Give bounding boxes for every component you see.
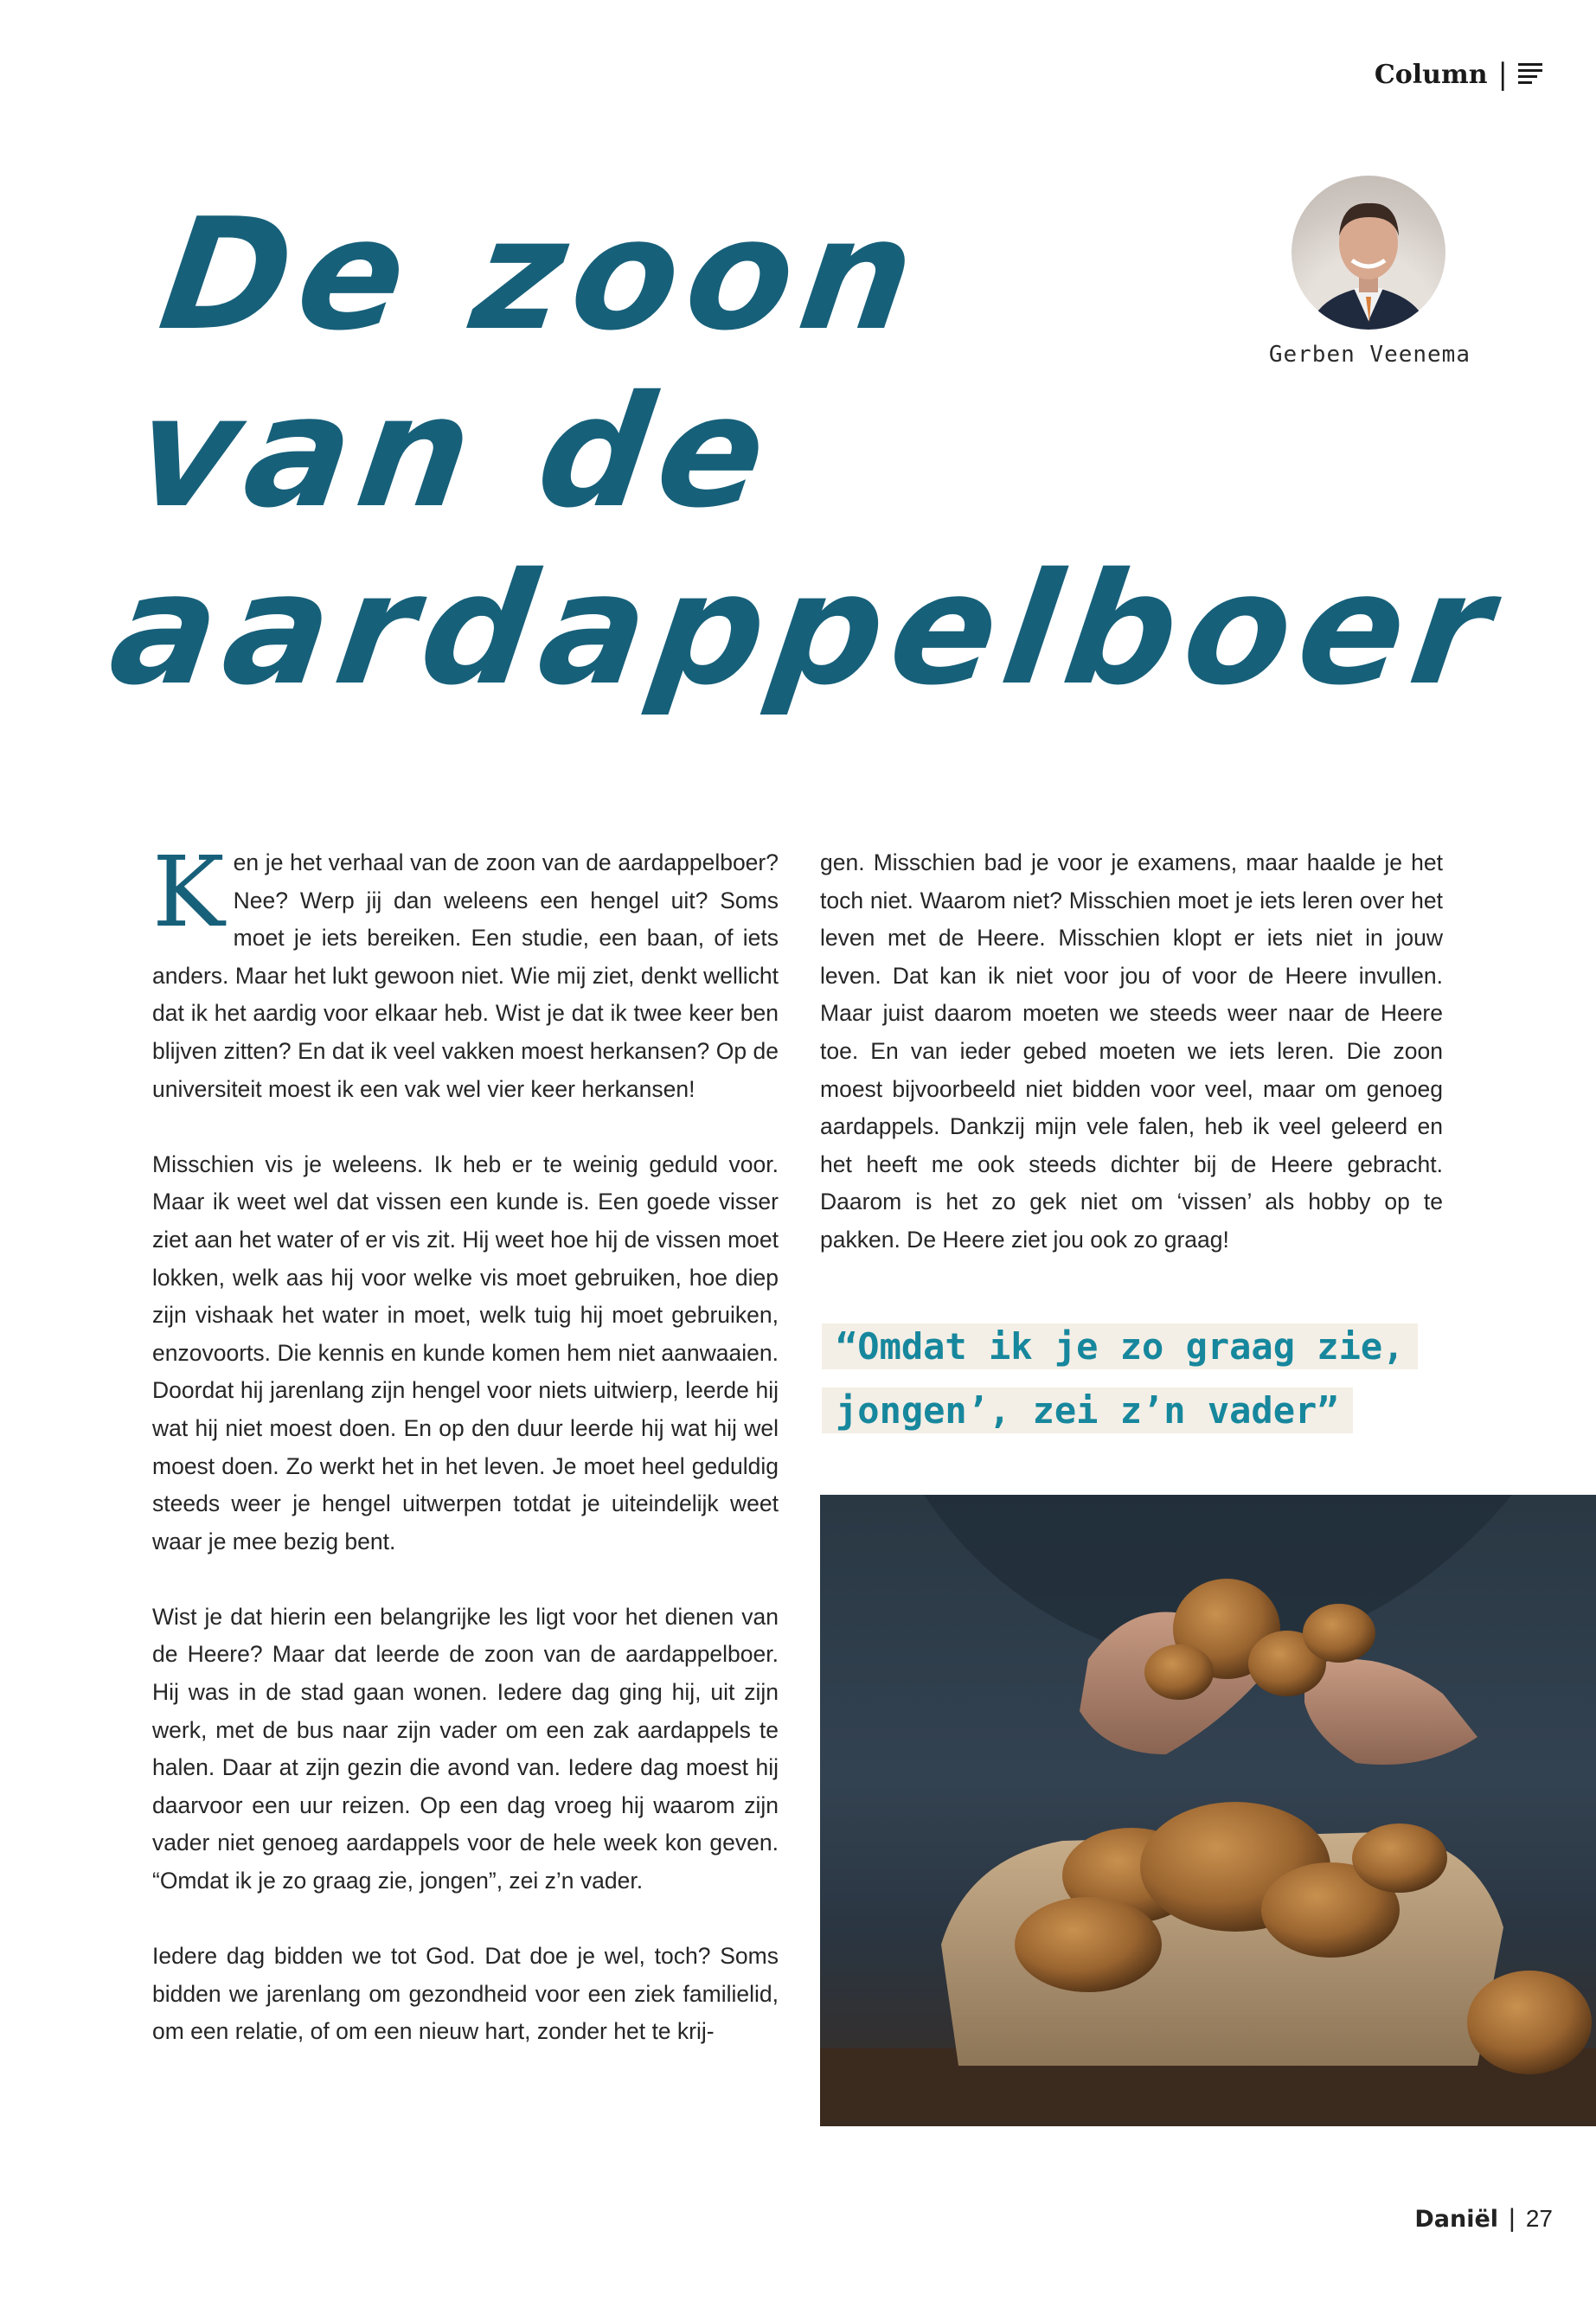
title-line-3: aardappelboer: [100, 540, 1511, 719]
pull-quote-line-2: jongen’, zei z’n vader”: [822, 1388, 1353, 1433]
paragraph: Ken je het verhaal van de zoon van de aardappelboer? Nee? Werp jij dan weleens een hengel uit? Soms moet je iets bereiken. Een studie, een baan, of iets anders. Maar het lukt gewoon niet. Wie mij ziet, denkt wellicht dat ik het aardig voor elkaar heb. Wist je dat ik twee keer ben blijven zitten? En dat ik veel vakken moest herkansen? Op de universiteit moest ik een vak wel vier keer herkansen!: [152, 836, 779, 1102]
page-number: 27: [1525, 2205, 1553, 2232]
article-body-right: [820, 844, 1443, 1297]
author-name: Gerben Veenema: [1268, 342, 1471, 368]
section-name: Column: [1374, 59, 1488, 90]
footer-separator: |: [1509, 2204, 1516, 2233]
title-line-1: De zoon: [151, 185, 933, 364]
pull-quote: [822, 1315, 1505, 1443]
author-avatar: [1292, 176, 1445, 330]
paragraph: Misschien vis je weleens. Ik heb er te weinig geduld voor. Maar ik weet wel dat vissen een kunde is. Een goede visser ziet aan het water of er vis zit. Hij weet hoe hij de vissen moet lokken, welk aas hij voor welke vis moet gebruiken, hoe diep zijn vishaak het water in moet, welk tuig hij moet gebruiken, enzovoorts. Die kennis en kunde komen hem niet aanwaaien. Doordat hij jarenlang zijn hengel voor niets uitwierp, leerde hij wat hij niet moest doen. En op den duur leerde hij wat hij wel moest doen. Zo werkt het in het leven. Je moet heel geduldig steeds weer je hengel uitwerpen totdat je uiteindelijk weet waar je mee bezig bent.: [152, 1150, 779, 1554]
magazine-name: Daniël: [1414, 2205, 1499, 2233]
potatoes-illustration: [820, 1495, 1596, 2126]
drop-cap: K: [152, 836, 225, 949]
title-line-2: van de: [125, 362, 785, 542]
pull-quote-line-1: “Omdat ik je zo graag zie,: [822, 1324, 1418, 1369]
paragraph: Wist je dat hierin een belangrijke les ligt voor het dienen van de Heere? Maar dat leerde de zoon van de aardappelboer. Hij was in de stad gaan wonen. Iedere dag ging hij, uit zijn werk, met de bus naar zijn vader om een zak aardappels te halen. Daar at zijn gezin die avond van. Iedere dag moest hij daarvoor een uur reizen. Op een dag vroeg hij waarom zijn vader niet genoeg aardappels voor de hele week kon geven. “Omdat ik je zo graag zie, jongen”, zei z’n vader.: [152, 1603, 779, 1894]
hands-holding-potatoes-photo: [820, 1495, 1596, 2126]
section-separator: |: [1497, 57, 1508, 92]
section-label: [1375, 57, 1542, 92]
paragraph: gen. Misschien bad je voor je examens, maar haalde je het toch niet. Waarom niet? Misschien moet je iets leren over het leven met de Heere. Misschien klopt er iets niet in jouw leven. Dat kan ik niet voor jou of voor de Heere invullen. Maar juist daarom moeten we steeds weer naar de Heere toe. En van ieder gebed moeten we iets leren. Die zoon moest bijvoorbeeld niet bidden voor veel, maar om genoeg aardappels. Dankzij mijn vele falen, heb ik veel geleerd en het heeft me ook steeds dichter bij de Heere gebracht. Daarom is het zo gek niet om ‘vissen’ als hobby op te pakken. De Heere ziet jou ook zo graag!: [820, 849, 1443, 1253]
menu-lines-icon: [1518, 63, 1542, 86]
article-body-left: [152, 836, 779, 2089]
author-portrait: [1292, 176, 1445, 330]
page-footer: [1414, 2204, 1553, 2234]
paragraph: Iedere dag bidden we tot God. Dat doe je wel, toch? Soms bidden we jarenlang om gezondheid voor een ziek familielid, om een relatie, of om een nieuw hart, zonder het te krij-: [152, 1943, 779, 2045]
article-title: [100, 185, 1511, 719]
